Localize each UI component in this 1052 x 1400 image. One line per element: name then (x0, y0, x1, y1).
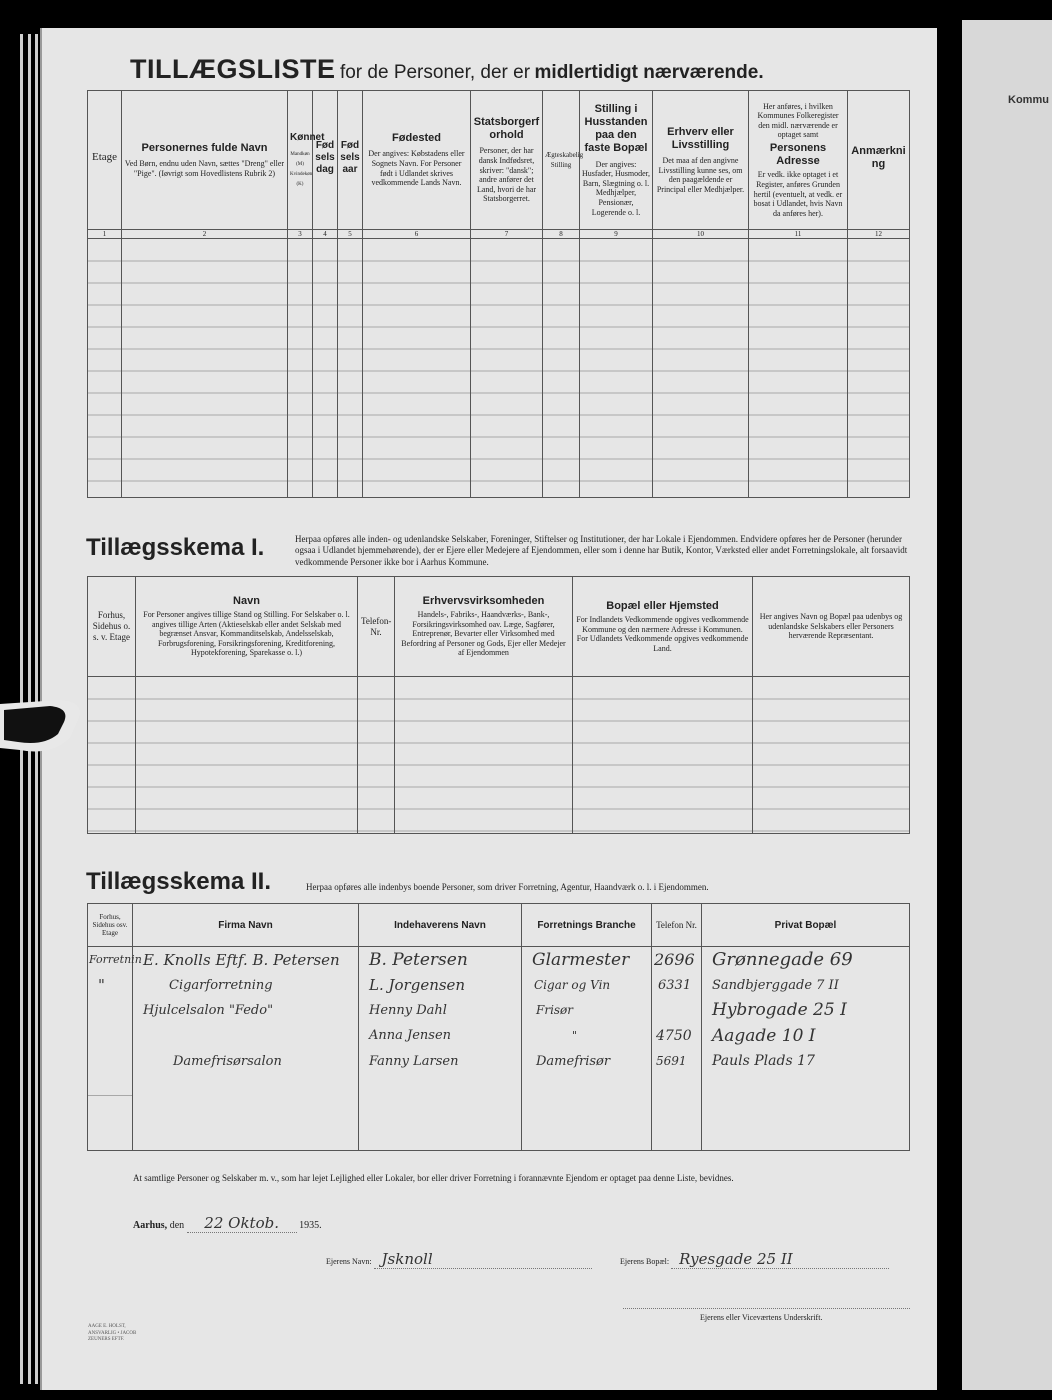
year-label: 1935. (299, 1220, 322, 1231)
s2-col-etage: Forhus, Sidehus osv. Etage (88, 904, 133, 947)
empty-cell (363, 239, 471, 498)
empty-cell (522, 1099, 652, 1124)
temporary-persons-table (87, 90, 910, 498)
empty-cell (522, 1125, 652, 1151)
table-cell (88, 1048, 133, 1073)
empty-cell (133, 1074, 359, 1099)
table-cell: L. Jorgensen (359, 972, 522, 997)
empty-cell (358, 677, 395, 834)
table-cell (88, 1023, 133, 1048)
col-occupation: Erhverv eller Livsstilling Det maa af den angivne Livsstilling kunne ses, om den paagældende er Principal eller Medhjælper. (653, 91, 749, 230)
empty-cell (702, 1125, 910, 1151)
table-cell: Cigarforretning (133, 972, 359, 997)
table-cell: Damefrisørsalon (133, 1048, 359, 1073)
certification-text: At samtlige Personer og Selskaber m. v., som har lejet Lejlighed eller Lokaler, bor eller driver Forretning i forannævnte Ejendom er optaget paa denne Liste, bevidnes. (133, 1173, 734, 1183)
owner-address-handwritten: Ryesgade 25 II (671, 1250, 889, 1269)
col-marital: Ægteskabelig Stilling (543, 91, 580, 230)
col-num: 4 (313, 230, 338, 239)
title-emph: midlertidigt nærværende (534, 62, 759, 83)
den-label: den (169, 1220, 185, 1231)
col-birthplace: Fødested Der angives: Købstadens eller Sognets Navn. For Personer født i Udlandet skrives vedkommende Lands Navn. (363, 91, 471, 230)
empty-cell (652, 1125, 702, 1151)
table-cell (88, 998, 133, 1023)
table-cell: Glarmester (522, 947, 652, 973)
empty-cell (653, 239, 749, 498)
table-cell: 4750 (652, 1023, 702, 1048)
empty-cell (88, 1074, 133, 1099)
owner-address-line (620, 1250, 889, 1269)
empty-cell (395, 677, 573, 834)
owner-address-label: Ejerens Bopæl: (620, 1257, 670, 1266)
signature-line (623, 1308, 910, 1309)
empty-cell (88, 239, 122, 498)
skema2-description: Herpaa opføres alle indenbys boende Personer, som driver Forretning, Agentur, Haandværk o. l. i Ejendommen. (306, 882, 709, 892)
empty-cell (122, 239, 288, 498)
s2-col-firm: Firma Navn (133, 904, 359, 947)
table-cell: Henny Dahl (359, 998, 522, 1023)
col-num: 8 (543, 230, 580, 239)
col-num: 7 (471, 230, 543, 239)
title-main: TILLÆGSLISTE (130, 54, 336, 84)
col-birthday: Fødselsdag (313, 91, 338, 230)
empty-cell (133, 1099, 359, 1124)
empty-cell (338, 239, 363, 498)
empty-cell (88, 1099, 133, 1124)
date-handwritten: 22 Oktob. (187, 1214, 297, 1233)
table-cell: Hjulcelsalon "Fedo" (133, 998, 359, 1023)
empty-cell (652, 1099, 702, 1124)
empty-cell (580, 239, 653, 498)
owner-name-label: Ejerens Navn: (326, 1257, 372, 1266)
empty-cell (522, 1074, 652, 1099)
printer-imprint: AAGE E. HOLST, ANSVARLIG • JACOB ZEUNERS EFTF. (88, 1324, 137, 1342)
col-num: 6 (363, 230, 471, 239)
adjacent-page (962, 20, 1052, 1390)
col-num: 5 (338, 230, 363, 239)
table-cell (652, 998, 702, 1023)
empty-cell (88, 1125, 133, 1151)
col-birthyear: Fødselsaar (338, 91, 363, 230)
table-cell: Frisør (522, 998, 652, 1023)
empty-cell (573, 677, 753, 834)
empty-cell (359, 1099, 522, 1124)
date-line (133, 1214, 322, 1233)
empty-cell (471, 239, 543, 498)
empty-cell (753, 677, 910, 834)
s1-col-business: Erhvervsvirksomheden Handels-, Fabriks-, Haandværks-, Bank-, Forsikringsvirksomhed oav. Læge, Sagfører, Entreprenør, Bevarter eller Virksomhed med Befordring af Personer og Gods, Ejer eller Medejer af Ejendommen (395, 577, 573, 677)
table-cell: " (522, 1023, 652, 1048)
s1-col-residence: Bopæl eller Hjemsted For Indlandets Vedkommende opgives vedkommende Kommune og den nærmere Adresse i Kommunen. For Udlandets Vedkommende opgives vedkommende Land. (573, 577, 753, 677)
col-num: 3 (288, 230, 313, 239)
table-cell: 5691 (652, 1048, 702, 1073)
owner-name-handwritten: Jsknoll (374, 1250, 592, 1269)
table-cell: Aagade 10 I (702, 1023, 910, 1048)
signature-caption: Ejerens eller Viceværtens Underskrift. (700, 1313, 823, 1322)
s1-col-phone: Telefon-Nr. (358, 577, 395, 677)
s2-col-branch: Forretnings Branche (522, 904, 652, 947)
table-cell (133, 1023, 359, 1048)
table-cell: Damefrisør (522, 1048, 652, 1073)
table-cell: Sandbjerggade 7 II (702, 972, 910, 997)
paper-clip-icon (0, 696, 86, 758)
s1-col-representative: Her angives Navn og Bopæl paa udenbys og udenlandske Selskabers eller Personers herværende Repræsentant. (753, 577, 910, 677)
empty-cell (702, 1074, 910, 1099)
s2-col-private-address: Privat Bopæl (702, 904, 910, 947)
adjacent-page-fragment: Kommu (1008, 94, 1049, 106)
empty-cell (702, 1099, 910, 1124)
col-citizenship: Statsborgerforhold Personer, der har dansk Indfødsret, skriver: "dansk"; andre anfører det Land, hvori de har Statsborgerret. (471, 91, 543, 230)
s2-col-owner: Indehaverens Navn (359, 904, 522, 947)
empty-cell (313, 239, 338, 498)
table-cell: Hybrogade 25 I (702, 998, 910, 1023)
col-remark: Anmærkning (848, 91, 910, 230)
col-num: 12 (848, 230, 910, 239)
place-label: Aarhus, (133, 1220, 168, 1231)
table-cell: Grønnegade 69 (702, 947, 910, 973)
empty-cell (848, 239, 910, 498)
title-end: . (758, 62, 764, 83)
empty-cell (652, 1074, 702, 1099)
table-cell: Forretnin (88, 947, 133, 973)
table-cell: B. Petersen (359, 947, 522, 973)
page-title (130, 54, 764, 85)
col-num: 2 (122, 230, 288, 239)
col-household: Stilling i Husstanden paa den faste Bopæl Der angives: Husfader, Husmoder, Barn, Slægtning o. l. Medhjælper, Pensionær, Logerende o. l. (580, 91, 653, 230)
table-cell: 6331 (652, 972, 702, 997)
s2-col-phone: Telefon Nr. (652, 904, 702, 947)
col-num: 11 (749, 230, 848, 239)
empty-cell (136, 677, 358, 834)
skema2-heading: Tillægsskema II. (86, 868, 271, 895)
skema1-description: Herpaa opføres alle inden- og udenlandske Selskaber, Foreninger, Stiftelser og Institutioner, der har Lokale i Ejendommen. Endvidere opføres her de Personer (herunder ogsaa i Udlandet hjemmehørende), der er Ejere eller Medejere af Ejendommen, eller som i denne har Butik, Kontor, Værksted eller andet Forretningslokale, alt forsaavidt vedkommende Personer ikke bor i Aarhus Kommune. (295, 534, 908, 567)
empty-cell (88, 677, 136, 834)
col-address: Her anføres, i hvilken Kommunes Folkeregister den midl. nærværende er optaget samt Personens Adresse Er vedk. ikke optaget i et Register, anføres Grunden hertil (eventuelt, at vedk. er bosat i Udlandet, hvis Navn da anføres her). (749, 91, 848, 230)
col-etage: Etage (88, 91, 122, 230)
table-cell: Anna Jensen (359, 1023, 522, 1048)
col-num: 10 (653, 230, 749, 239)
empty-cell (543, 239, 580, 498)
owner-name-line (326, 1250, 592, 1269)
skema1-heading: Tillægsskema I. (86, 534, 265, 561)
skema1-table (87, 576, 910, 834)
table-cell: 2696 (652, 947, 702, 973)
col-num: 1 (88, 230, 122, 239)
table-cell: " (88, 972, 133, 997)
s1-col-etage: Forhus, Sidehus o. s. v. Etage (88, 577, 136, 677)
empty-cell (288, 239, 313, 498)
col-sex: Kønnet Mandkøn (M) Kvindekøn (K) (288, 91, 313, 230)
empty-cell (359, 1125, 522, 1151)
title-mid: for de Personer, der er (339, 62, 531, 83)
empty-cell (749, 239, 848, 498)
table-cell: E. Knolls Eftf. B. Petersen (133, 947, 359, 973)
empty-cell (133, 1125, 359, 1151)
table-cell: Cigar og Vin (522, 972, 652, 997)
empty-cell (359, 1074, 522, 1099)
col-name: Personernes fulde Navn Ved Børn, endnu uden Navn, sættes "Dreng" eller "Pige". (Iøvrigt som Hovedlistens Rubrik 2) (122, 91, 288, 230)
table-cell: Fanny Larsen (359, 1048, 522, 1073)
col-num: 9 (580, 230, 653, 239)
table-cell: Pauls Plads 17 (702, 1048, 910, 1073)
skema2-table (87, 903, 910, 1151)
s1-col-name: Navn For Personer angives tillige Stand og Stilling. For Selskaber o. l. angives tillige Arten (Aktieselskab eller andet Selskab med begrænset Ansvar, Kommanditselskab, Andelsselskab, Forbrugsforening, Forsikringsforening, Kreditforening, Hypotekforening, Sparekasse o. l.) (136, 577, 358, 677)
